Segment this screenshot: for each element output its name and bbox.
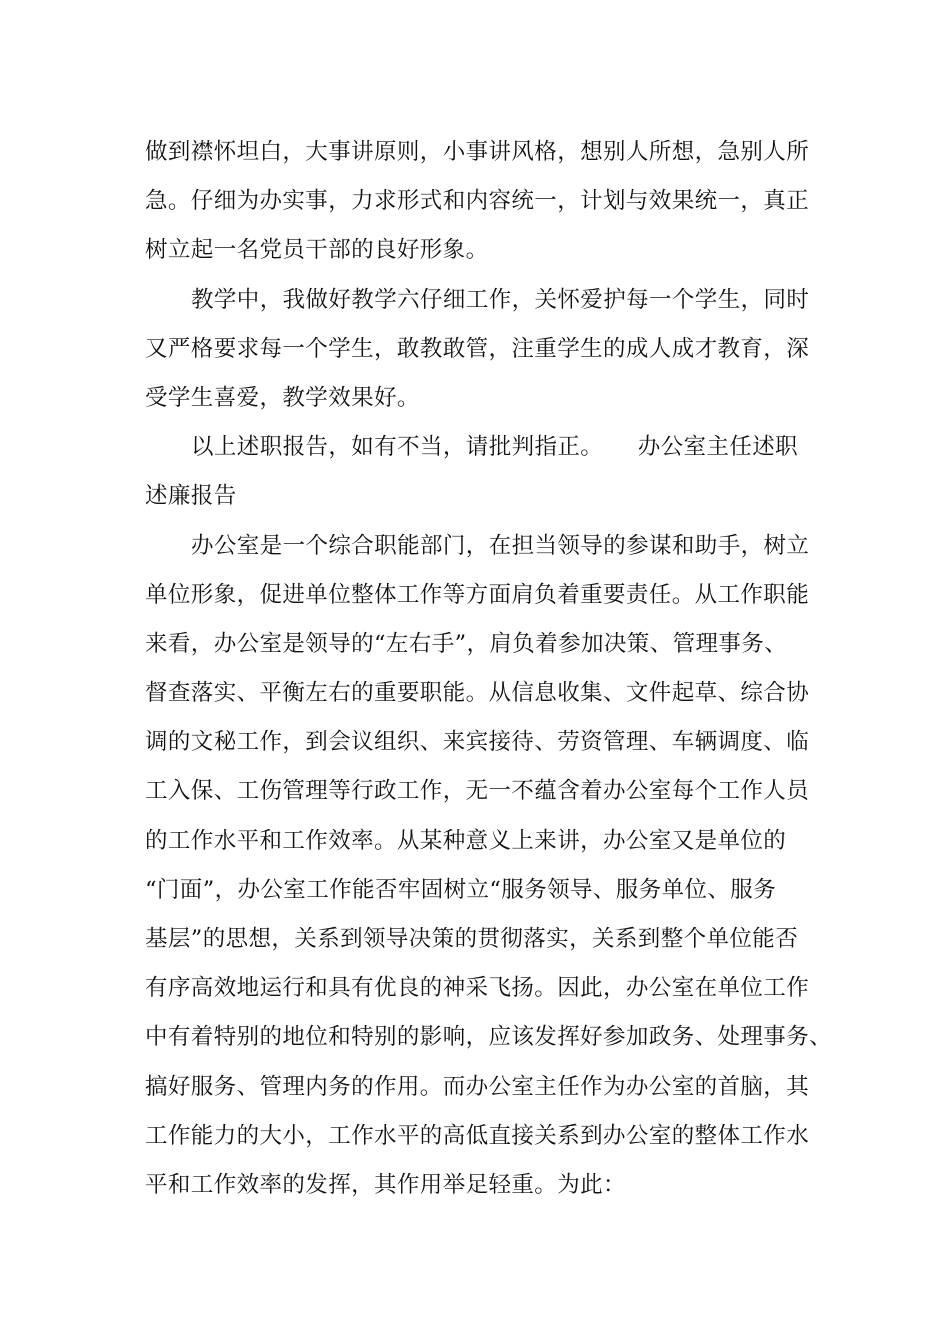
document-body xyxy=(145,128,833,1210)
text-line: 基层”的思想，关系到领导决策的贯彻落实，关系到整个单位能否 xyxy=(145,926,799,952)
text-line: 搞好服务、管理内务的作用。而办公室主任作为办公室的首脑，其 xyxy=(145,1073,810,1100)
text-line: 述廉报告 xyxy=(145,483,237,510)
text-line: 办公室是一个综合职能部门，在担当领导的参谋和助手，树立 xyxy=(191,532,810,559)
text-line: 以上述职报告，如有不当，请批判指正。 办公室主任述职 xyxy=(191,434,799,461)
text-line: 的工作水平和工作效率。从某种意义上来讲，办公室又是单位的 xyxy=(145,827,787,854)
text-line: 单位形象，促进单位整体工作等方面肩负着重要责任。从工作职能 xyxy=(145,581,810,608)
text-line: 平和工作效率的发挥，其作用举足轻重。为此： xyxy=(145,1171,626,1198)
text-line: 受学生喜爱，教学效果好。 xyxy=(145,384,420,411)
text-line: 树立起一名党员干部的良好形象。 xyxy=(145,237,489,264)
text-line: “门面”，办公室工作能否牢固树立“服务领导、服务单位、服务 xyxy=(145,876,777,903)
text-line: 急。仔细为办实事，力求形式和内容统一，计划与效果统一，真正 xyxy=(145,188,810,215)
text-line: 中有着特别的地位和特别的影响，应该发挥好参加政务、处理事务、 xyxy=(145,1024,833,1051)
text-line: 做到襟怀坦白，大事讲原则，小事讲风格，想别人所想，急别人所 xyxy=(145,139,810,165)
text-line: 工作能力的大小，工作水平的高低直接关系到办公室的整体工作水 xyxy=(145,1122,810,1149)
text-line: 工入保、工伤管理等行政工作，无一不蕴含着办公室每个工作人员 xyxy=(145,778,810,805)
text-line: 有序高效地运行和具有优良的神采飞扬。因此，办公室在单位工作 xyxy=(145,975,810,1002)
text-line: 督查落实、平衡左右的重要职能。从信息收集、文件起草、综合协 xyxy=(145,680,810,707)
text-line: 又严格要求每一个学生，敢教敢管，注重学生的成人成才教育，深 xyxy=(145,335,810,362)
text-line: 来看，办公室是领导的“左右手”，肩负着参加决策、管理事务、 xyxy=(145,630,788,657)
text-line: 调的文秘工作，到会议组织、来宾接待、劳资管理、车辆调度、临 xyxy=(145,729,810,756)
text-line: 教学中，我做好教学六仔细工作，关怀爱护每一个学生，同时 xyxy=(191,286,810,313)
